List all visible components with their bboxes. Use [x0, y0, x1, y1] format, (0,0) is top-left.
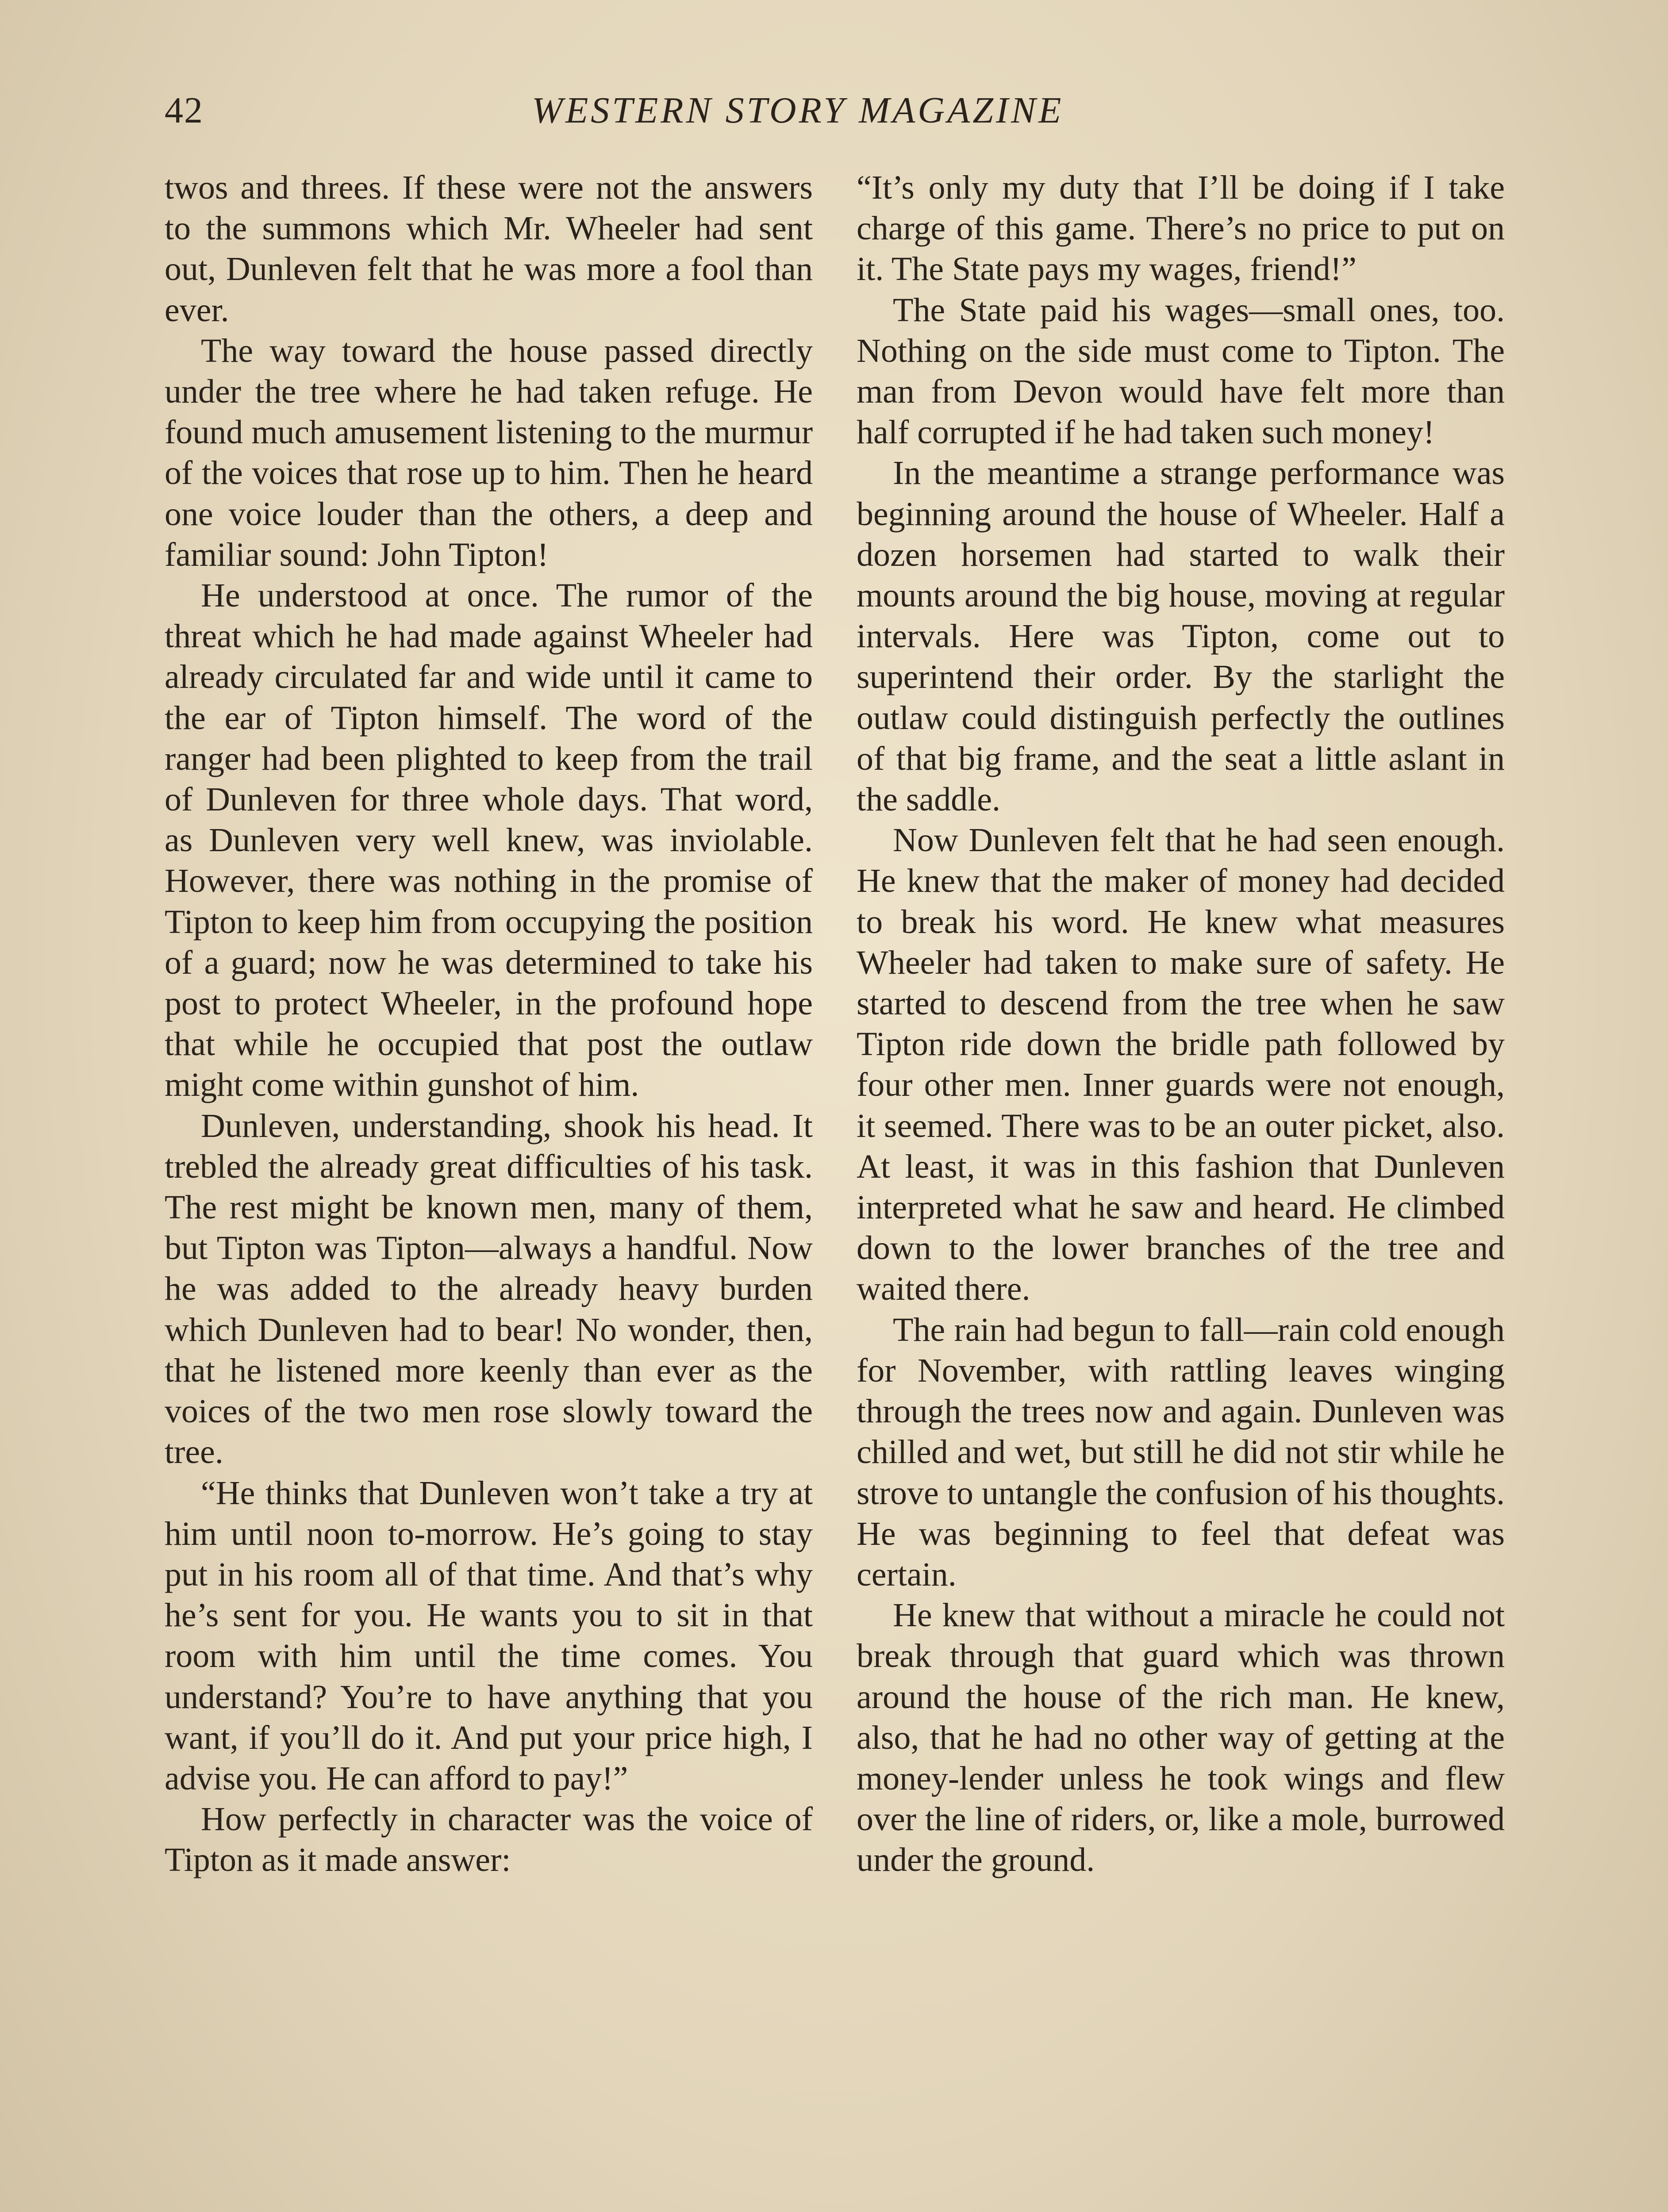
paragraph: Dunleven, understanding, shook his head. It trebled the already great difficulties of his task. The rest might be known men, many of them, but Tipton was Tipton—always a handful. Now he was added to the already heavy burden which Dunleven had to bear! No wonder, then, that he listened more keenly than ever as the voices of the two men rose slowly toward the tree. — [165, 1107, 813, 1471]
right-column — [857, 167, 1505, 1881]
paragraph: “It’s only my duty that I’ll be doing if I take charge of this game. There’s no price to put on it. The State pays my wages, friend!” — [857, 169, 1505, 288]
paragraph: The way toward the house passed directly under the tree where he had taken refuge. He found much amusement listening to the murmur of the voices that rose up to him. Then he heard one voice louder than the others, a deep and familiar sound: John Tipton! — [165, 332, 813, 573]
page-number: 42 — [165, 90, 204, 131]
paragraph: Now Dunleven felt that he had seen enough. He knew that the maker of money had decided to break his word. He knew what measures Wheeler had taken to make sure of safety. He started to descend from the tree when he saw Tipton ride down the bridle path followed by four other men. Inner guards were not enough, it seemed. There was to be an outer picket, also. At least, it was in this fashion that Dunleven interpreted what he saw and heard. He climbed down to the lower branches of the tree and waited there. — [857, 822, 1505, 1308]
paragraph: The State paid his wages—small ones, too. Nothing on the side must come to Tipton. The man from Devon would have felt more than half corrupted if he had taken such money! — [857, 291, 1505, 451]
paragraph: He knew that without a miracle he could not break through that guard which was thrown around the house of the rich man. He knew, also, that he had no other way of getting at the money-lender unless he took wings and flew over the line of riders, or, like a mole, burrowed under the ground. — [857, 1597, 1505, 1879]
paragraph: “He thinks that Dunleven won’t take a try at him until noon to-morrow. He’s going to stay put in his room all of that time. And that’s why he’s sent for you. He wants you to sit in that room with him until the time comes. You understand? You’re to have anything that you want, if you’ll do it. And put your price high, I advise you. He can afford to pay!” — [165, 1474, 813, 1797]
paragraph: He understood at once. The rumor of the threat which he had made against Wheeler had already circulated far and wide until it came to the ear of Tipton himself. The word of the ranger had been plighted to keep from the trail of Dunleven for three whole days. That word, as Dunleven very well knew, was inviolable. However, there was nothing in the promise of Tipton to keep him from occupying the position of a guard; now he was determined to take his post to protect Wheeler, in the profound hope that while he occupied that post the outlaw might come within gunshot of him. — [165, 577, 813, 1104]
page-header — [165, 84, 1505, 137]
paragraph: How perfectly in character was the voice of Tipton as it made answer: — [165, 1801, 813, 1879]
running-head: WESTERN STORY MAGAZINE — [532, 90, 1064, 131]
paragraph: The rain had begun to fall—rain cold enough for November, with rattling leaves winging through the trees now and again. Dunleven was chilled and wet, but still he did not stir while he strove to untangle the confusion of his thoughts. He was beginning to feel that defeat was certain. — [857, 1311, 1505, 1593]
paragraph: twos and threes. If these were not the answers to the summons which Mr. Wheeler had sent out, Dunleven felt that he was more a fool than ever. — [165, 169, 813, 329]
left-column — [165, 167, 813, 1881]
paragraph: In the meantime a strange performance was beginning around the house of Wheeler. Half a dozen horsemen had started to walk their mounts around the big house, moving at regular intervals. Here was Tipton, come out to superintend their order. By the starlight the outlaw could distinguish perfectly the outlines of that big frame, and the seat a little aslant in the saddle. — [857, 454, 1505, 818]
